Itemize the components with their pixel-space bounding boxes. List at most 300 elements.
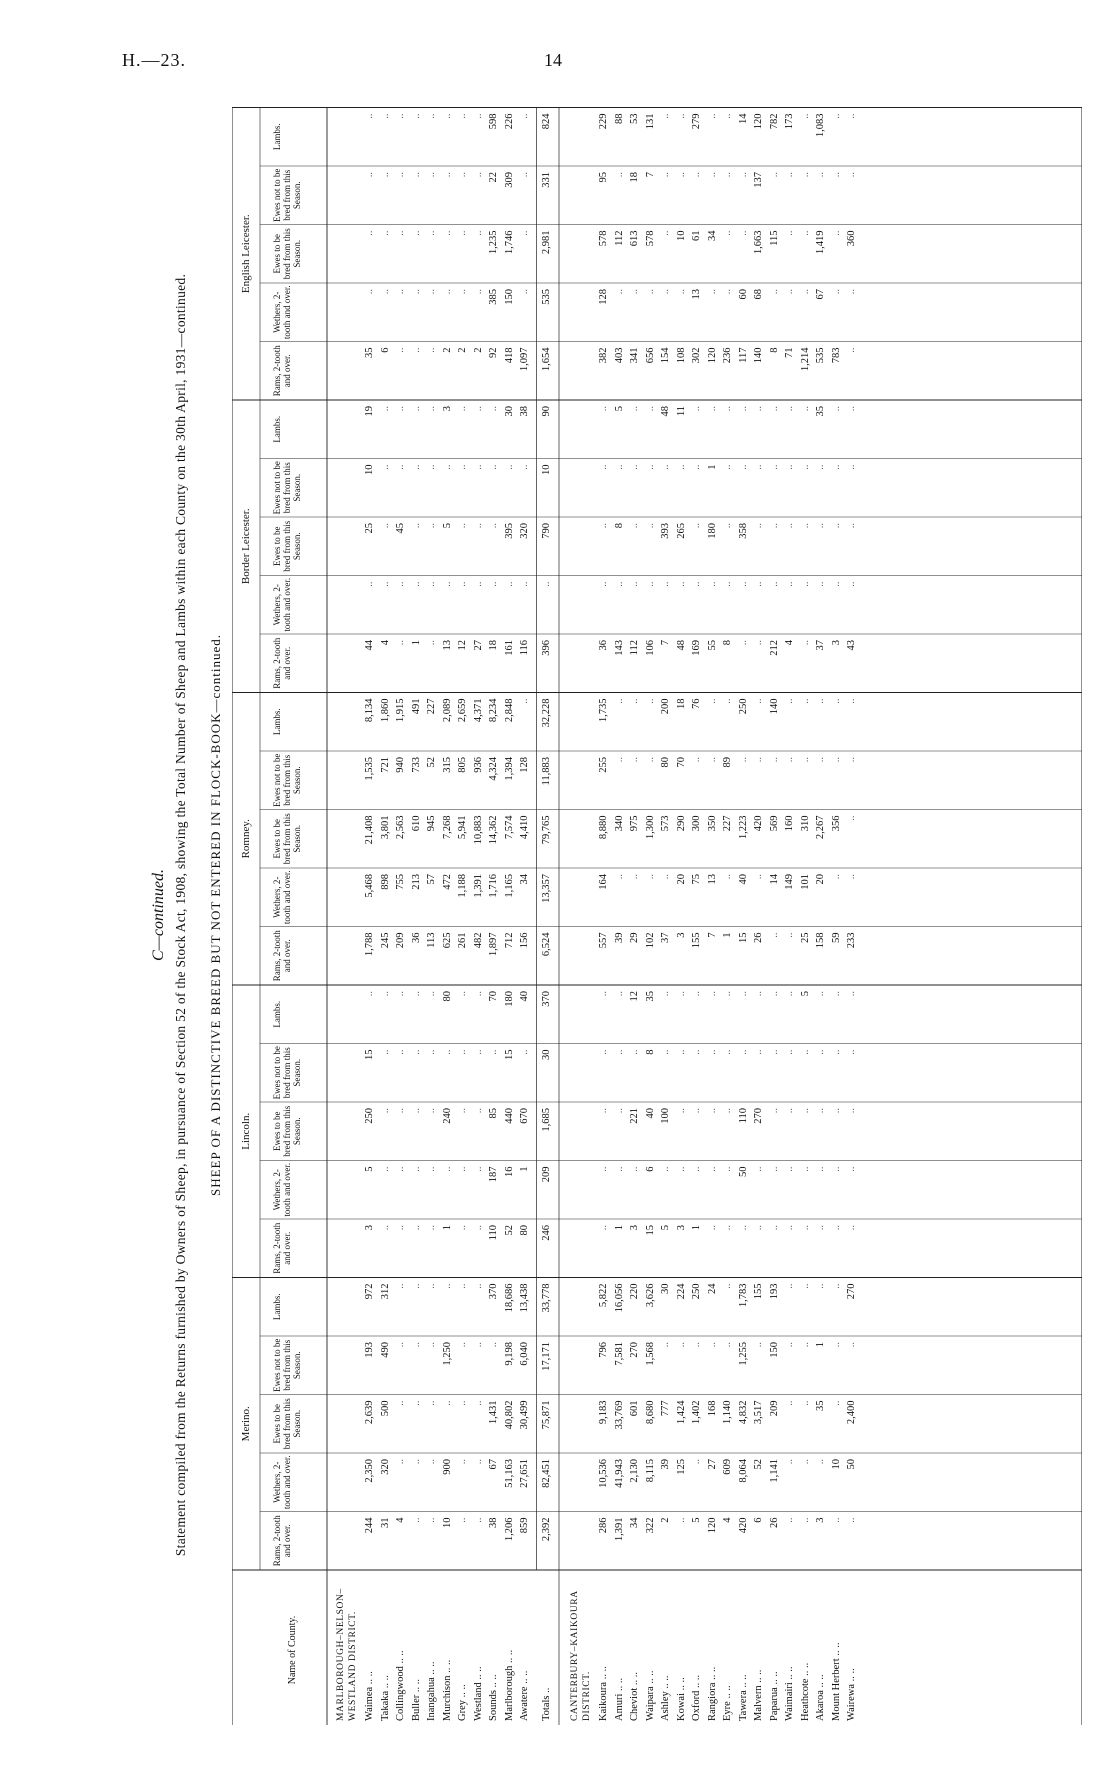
cell-value: 2,130 [629, 1459, 640, 1483]
cell-value: .. [799, 289, 811, 295]
cell-value: 245 [379, 932, 391, 949]
column-header: Ewes not to be bred from this Season. [272, 461, 302, 515]
cell-value: .. [410, 1459, 422, 1465]
column-header: Lambs. [272, 1000, 282, 1028]
cell-value: 3 [675, 932, 687, 938]
cell-value: .. [691, 581, 702, 587]
cell-value: 30 [540, 1049, 552, 1060]
county-row [845, 105, 859, 1725]
cell-value: .. [675, 1342, 687, 1348]
cell-value: .. [691, 1166, 702, 1172]
cell-value: 48 [660, 406, 671, 417]
cell-value: 80 [519, 1225, 530, 1236]
cell-value: 859 [519, 1517, 530, 1534]
cell-value: 11 [675, 406, 687, 417]
breed-header: Border Leicester. [240, 508, 252, 585]
cell-value: 1,746 [503, 230, 515, 255]
cell-value: 29 [629, 932, 640, 943]
cell-value: 490 [379, 1342, 391, 1358]
cell-value: 52 [753, 1459, 764, 1470]
cell-value: .. [660, 289, 671, 295]
cell-value: .. [722, 172, 733, 178]
county-name: Mount Herbert .. .. [830, 1642, 842, 1721]
cell-value: 310 [799, 815, 811, 832]
cell-value: .. [410, 230, 422, 236]
cell-value: 116 [519, 640, 530, 656]
cell-value: .. [846, 1049, 857, 1055]
cell-value: .. [395, 464, 406, 470]
column-header: Rams, 2-tooth and over. [272, 1515, 292, 1567]
cell-value: 2,089 [441, 698, 453, 723]
cell-value: .. [519, 172, 530, 178]
cell-value: .. [768, 1108, 780, 1114]
cell-value: 12 [629, 991, 640, 1002]
cell-value: 356 [830, 815, 842, 832]
cell-value: .. [660, 1049, 671, 1055]
cell-value: .. [784, 523, 795, 529]
county-row [706, 105, 720, 1725]
cell-value: .. [488, 581, 499, 587]
cell-value: .. [629, 406, 640, 412]
cell-value: 36 [410, 932, 422, 943]
cell-value: .. [598, 406, 609, 412]
cell-value: .. [799, 172, 811, 178]
cell-value: 7,268 [441, 815, 453, 840]
cell-value: .. [598, 1225, 609, 1231]
cell-value: 4 [784, 640, 795, 646]
cell-value: .. [691, 1459, 702, 1465]
county-name: Waipara .. .. [644, 1670, 656, 1721]
cell-value: .. [815, 1049, 826, 1055]
cell-value: 440 [503, 1108, 515, 1124]
cell-value: .. [644, 289, 656, 295]
cell-value: 9,183 [598, 1400, 609, 1425]
cell-value: 155 [691, 932, 702, 949]
cell-value: .. [457, 113, 468, 119]
cell-value: 15 [737, 932, 749, 943]
cell-value: .. [737, 464, 749, 470]
cell-value: .. [395, 1108, 406, 1114]
cell-value: .. [768, 289, 780, 295]
cell-value: 173 [784, 113, 795, 130]
cell-value: .. [737, 757, 749, 763]
cell-value: 2 [441, 347, 453, 353]
cell-value: 940 [395, 757, 406, 773]
column-header: Ewes to be bred from this Season. [272, 520, 302, 572]
cell-value: .. [598, 1166, 609, 1172]
cell-value: .. [784, 1342, 795, 1348]
cell-value: .. [768, 172, 780, 178]
cell-value: .. [830, 464, 842, 470]
cell-value: .. [846, 757, 857, 763]
cell-value: 150 [503, 289, 515, 305]
cell-value: .. [799, 698, 811, 704]
column-header: Lambs. [272, 123, 282, 151]
county-name: Waimairi .. .. [784, 1666, 795, 1721]
cell-value: 101 [799, 874, 811, 890]
cell-value: .. [629, 698, 640, 704]
cell-value: .. [613, 1108, 625, 1114]
cell-value: .. [675, 581, 687, 587]
column-header: Wethers, 2-tooth and over. [272, 870, 292, 925]
cell-value: 1,206 [503, 1517, 515, 1542]
cell-value: 10,536 [598, 1459, 609, 1488]
cell-value: 3 [830, 640, 842, 646]
cell-value: .. [846, 874, 857, 880]
cell-value: 315 [441, 757, 453, 773]
cell-value: 209 [768, 1400, 780, 1417]
cell-value: 57 [426, 874, 437, 885]
cell-value: 4,832 [737, 1400, 749, 1425]
cell-value: 43 [846, 640, 857, 651]
county-row [613, 105, 627, 1725]
cell-value: 52 [426, 757, 437, 768]
cell-value: 2,981 [540, 230, 552, 255]
cell-value: .. [722, 581, 733, 587]
cell-value: .. [441, 1283, 453, 1289]
cell-value: .. [426, 289, 437, 295]
cell-value: 95 [598, 172, 609, 183]
county-row [768, 105, 782, 1725]
cell-value: .. [598, 991, 609, 997]
cell-value: 41,943 [613, 1459, 625, 1488]
cell-value: .. [706, 991, 718, 997]
cell-value: 535 [815, 347, 826, 364]
cell-value: .. [644, 464, 656, 470]
cell-value: 790 [540, 523, 552, 539]
cell-value: .. [722, 523, 733, 529]
cell-value: 110 [737, 1108, 749, 1124]
cell-value: 30 [503, 406, 515, 417]
cell-value: 75 [691, 874, 702, 885]
cell-value: .. [784, 1108, 795, 1114]
county-name: Wairewa .. .. [846, 1668, 857, 1721]
cell-value: 322 [644, 1517, 656, 1534]
county-row [456, 105, 470, 1725]
cell-value: .. [799, 1049, 811, 1055]
cell-value: 2,350 [364, 1459, 375, 1483]
cell-value: .. [395, 581, 406, 587]
cell-value: 149 [784, 874, 795, 890]
cell-value: 140 [753, 347, 764, 364]
cell-value: 7,581 [613, 1342, 625, 1366]
cell-value: 89 [722, 757, 733, 768]
cell-value: .. [457, 289, 468, 295]
cell-value: 128 [598, 289, 609, 305]
column-header: Rams, 2-tooth and over. [272, 637, 292, 689]
cell-value: .. [426, 1283, 437, 1289]
cell-value: 3,801 [379, 815, 391, 840]
county-name: Amuri .. .. [613, 1677, 625, 1721]
cell-value: .. [691, 991, 702, 997]
cell-value: 755 [395, 874, 406, 890]
cell-value: 10,883 [472, 815, 484, 845]
cell-value: .. [613, 581, 625, 587]
cell-value: 270 [753, 1108, 764, 1124]
cell-value: .. [457, 230, 468, 236]
county-row [628, 105, 642, 1725]
cell-value: 27 [706, 1459, 718, 1470]
cell-value: 34 [629, 1517, 640, 1528]
cell-value: .. [410, 1049, 422, 1055]
cell-value: .. [846, 289, 857, 295]
cell-value: .. [830, 1225, 842, 1231]
county-name: Grey .. .. [457, 1684, 468, 1721]
cell-value: .. [613, 1166, 625, 1172]
cell-value: 180 [503, 991, 515, 1007]
cell-value: 5 [691, 1517, 702, 1523]
cell-value: .. [426, 1225, 437, 1231]
cell-value: .. [426, 523, 437, 529]
cell-value: .. [768, 1225, 780, 1231]
cell-value: .. [472, 1283, 484, 1289]
county-name: Westland .. .. [472, 1666, 484, 1721]
cell-value: 33,778 [540, 1283, 552, 1313]
cell-value: .. [706, 1225, 718, 1231]
cell-value: .. [395, 113, 406, 119]
cell-value: .. [426, 581, 437, 587]
cell-value: 712 [503, 932, 515, 949]
cell-value: 31 [379, 1517, 391, 1528]
column-header: Ewes not to be bred from this Season. [272, 753, 302, 807]
cell-value: 13,357 [540, 874, 552, 903]
cell-value: 79,765 [540, 815, 552, 845]
cell-value: .. [629, 874, 640, 880]
cell-value: .. [784, 581, 795, 587]
cell-value: 24 [706, 1283, 718, 1294]
cell-value: 1,663 [753, 230, 764, 255]
cell-value: 61 [691, 230, 702, 241]
cell-value: .. [675, 1517, 687, 1523]
cell-value: .. [830, 289, 842, 295]
cell-value: 396 [540, 640, 552, 656]
cell-value: 120 [706, 1517, 718, 1534]
cell-value: .. [737, 406, 749, 412]
cell-value: .. [519, 464, 530, 470]
cell-value: 246 [540, 1225, 552, 1241]
cell-value: .. [395, 1459, 406, 1465]
cell-value: .. [472, 289, 484, 295]
cell-value: 50 [737, 1166, 749, 1177]
cell-value: 236 [722, 347, 733, 364]
cell-value: .. [472, 523, 484, 529]
cell-value: 610 [410, 815, 422, 832]
cell-value: 320 [379, 1459, 391, 1475]
cell-value: .. [660, 581, 671, 587]
cell-value: .. [846, 991, 857, 997]
cell-value: .. [830, 172, 842, 178]
cell-value: 1 [815, 1342, 826, 1348]
cell-value: .. [395, 1283, 406, 1289]
county-row [752, 105, 766, 1725]
cell-value: 102 [644, 932, 656, 949]
cell-value: 40 [519, 991, 530, 1002]
cell-value: .. [846, 172, 857, 178]
cell-value: .. [846, 1342, 857, 1348]
cell-value: 8 [722, 640, 733, 646]
cell-value: 936 [472, 757, 484, 773]
cell-value: 2,848 [503, 698, 515, 723]
cell-value: 2,639 [364, 1400, 375, 1425]
county-row [597, 105, 611, 1725]
cell-value: .. [660, 230, 671, 236]
cell-value: 51,163 [503, 1459, 515, 1488]
cell-value: .. [598, 1108, 609, 1114]
cell-value: 20 [815, 874, 826, 885]
cell-value: 38 [519, 406, 530, 417]
cell-value: .. [410, 1283, 422, 1289]
cell-value: .. [441, 172, 453, 178]
cell-value: 80 [441, 991, 453, 1002]
cell-value: 975 [629, 815, 640, 832]
cell-value: .. [395, 406, 406, 412]
cell-value: 261 [457, 932, 468, 949]
cell-value: 393 [660, 523, 671, 539]
cell-value: 578 [644, 230, 656, 247]
cell-value: 1 [410, 640, 422, 646]
cell-value: 112 [629, 640, 640, 656]
cell-value: .. [799, 1166, 811, 1172]
page-code: H.—23. [122, 50, 186, 70]
cell-value: 25 [364, 523, 375, 534]
cell-value: 777 [660, 1400, 671, 1417]
cell-value: 1 [691, 1225, 702, 1231]
cell-value: .. [830, 698, 842, 704]
cell-value: .. [457, 1342, 468, 1348]
county-name: Tawera .. .. [737, 1674, 749, 1721]
cell-value: .. [379, 1166, 391, 1172]
cell-value: .. [519, 698, 530, 704]
cell-value: .. [675, 1049, 687, 1055]
cell-value: .. [426, 230, 437, 236]
cell-value: 35 [364, 347, 375, 358]
cell-value: 3 [629, 1225, 640, 1231]
county-name: Inangahua .. .. [426, 1661, 437, 1721]
cell-value: .. [598, 581, 609, 587]
cell-value: 6 [753, 1517, 764, 1523]
cell-value: 120 [753, 113, 764, 130]
cell-value: 341 [629, 347, 640, 364]
cell-value: .. [753, 464, 764, 470]
cell-value: 1,735 [598, 698, 609, 723]
cell-value: 82,451 [540, 1459, 552, 1488]
cell-value: .. [598, 464, 609, 470]
cell-value: .. [753, 874, 764, 880]
cell-value: 5 [799, 991, 811, 997]
cell-value: 1,235 [488, 230, 499, 255]
cell-value: .. [737, 991, 749, 997]
county-row [363, 105, 377, 1725]
cell-value: .. [691, 523, 702, 529]
cell-value: 34 [706, 230, 718, 241]
cell-value: .. [457, 1459, 468, 1465]
cell-value: .. [457, 172, 468, 178]
cell-value: 55 [706, 640, 718, 651]
county-name: Malvern .. .. [753, 1669, 764, 1721]
cell-value: .. [846, 1166, 857, 1172]
cell-value: .. [379, 230, 391, 236]
column-header: Rams, 2-tooth and over. [272, 1222, 292, 1274]
cell-value: .. [815, 1225, 826, 1231]
cell-value: .. [815, 581, 826, 587]
cell-value: .. [426, 640, 437, 646]
cell-value: .. [519, 113, 530, 119]
cell-value: 3,626 [644, 1283, 656, 1308]
cell-value: 156 [519, 932, 530, 949]
cell-value: 1,788 [364, 932, 375, 957]
county-row [487, 105, 501, 1725]
county-row [690, 105, 704, 1725]
cell-value: .. [799, 523, 811, 529]
cell-value: .. [830, 230, 842, 236]
column-header: Lambs. [272, 708, 282, 736]
cell-value: .. [784, 1225, 795, 1231]
column-header: Ewes not to be bred from this Season. [272, 1338, 302, 1392]
cell-value: 1,255 [737, 1342, 749, 1366]
cell-value: 1,431 [488, 1400, 499, 1425]
cell-value: .. [410, 1108, 422, 1114]
cell-value: 1 [519, 1166, 530, 1172]
cell-value: .. [784, 1166, 795, 1172]
cell-value: .. [660, 1166, 671, 1172]
cell-value: 403 [613, 347, 625, 364]
cell-value: .. [410, 464, 422, 470]
cell-value: 125 [675, 1459, 687, 1475]
cell-value: .. [830, 1342, 842, 1348]
cell-value: .. [830, 581, 842, 587]
cell-value: 9,198 [503, 1342, 515, 1366]
cell-value: 535 [540, 289, 552, 305]
cell-value: 128 [519, 757, 530, 773]
cell-value: .. [737, 1049, 749, 1055]
cell-value: 27,651 [519, 1459, 530, 1488]
cell-value: 240 [441, 1108, 453, 1124]
cell-value: 10 [364, 464, 375, 475]
cell-value: 117 [737, 347, 749, 363]
cell-value: 805 [457, 757, 468, 773]
cell-value: 1,391 [472, 874, 484, 898]
cell-value: 573 [660, 815, 671, 832]
breed-header: English Leicester. [240, 214, 252, 294]
cell-value: 92 [488, 347, 499, 358]
cell-value: 420 [737, 1517, 749, 1534]
county-row [814, 105, 828, 1725]
cell-value: 6 [379, 347, 391, 353]
county-row [518, 105, 532, 1725]
cell-value: 1,860 [379, 698, 391, 723]
cell-value: 1,223 [737, 815, 749, 840]
cell-value: 229 [598, 113, 609, 130]
cell-value: .. [846, 406, 857, 412]
cell-value: 15 [364, 1049, 375, 1060]
cell-value: .. [830, 113, 842, 119]
breed-header: Lincoln. [240, 1112, 252, 1150]
cell-value: 150 [768, 1342, 780, 1358]
cell-value: 250 [691, 1283, 702, 1300]
cell-value: .. [691, 1049, 702, 1055]
cell-value: 88 [613, 113, 625, 124]
county-name: Ashley .. .. [660, 1675, 671, 1721]
cell-value: 16,056 [613, 1283, 625, 1313]
cell-value: .. [488, 1342, 499, 1348]
cell-value: .. [722, 230, 733, 236]
cell-value: 160 [784, 815, 795, 832]
cell-value: .. [598, 1049, 609, 1055]
cell-value: .. [457, 1166, 468, 1172]
cell-value: .. [379, 406, 391, 412]
cell-value: 3 [441, 406, 453, 412]
cell-value: 3 [815, 1517, 826, 1523]
